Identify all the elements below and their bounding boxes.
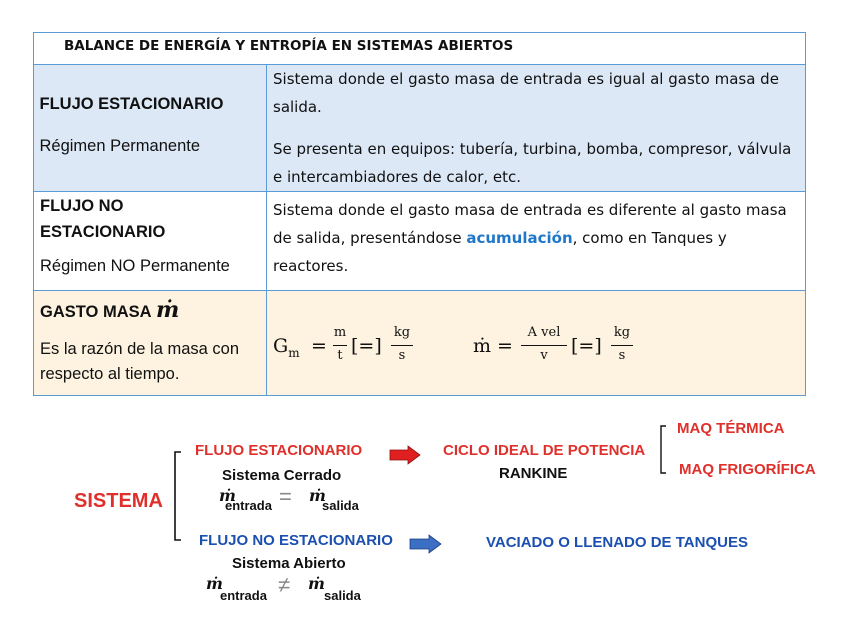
- out-subscript: salida: [324, 588, 361, 603]
- row1-desc1: Sistema donde el gasto masa de entrada es igual al gasto masa de salida.: [273, 70, 779, 116]
- branch2-type: Sistema Abierto: [232, 555, 346, 572]
- branch1-type: Sistema Cerrado: [222, 467, 342, 484]
- branch1-target: CICLO IDEAL DE POTENCIA: [443, 442, 646, 459]
- row2-desc-text: Sistema donde el gasto masa de entrada es diferente al gasto masa de salida, presentándose: [273, 201, 787, 247]
- row2-sub: Régimen NO Permanente: [40, 257, 230, 275]
- formula-mdot-den: v: [540, 348, 548, 363]
- in-subscript: entrada: [225, 498, 272, 513]
- row3-heading: GASTO MASA: [40, 303, 152, 321]
- branch2-target: VACIADO O LLENADO DE TANQUES: [486, 534, 748, 551]
- formula-gm-num: m: [333, 325, 347, 340]
- formula-mdot-units-sep: [=]: [571, 335, 602, 357]
- formula-gm-sub: m: [288, 345, 300, 360]
- sistema-label: SISTEMA: [74, 490, 163, 512]
- in-subscript: entrada: [220, 588, 267, 603]
- formula-mdot-num: A vel: [527, 325, 561, 340]
- out-subscript: salida: [322, 498, 359, 513]
- mdot-symbol: ṁ: [156, 297, 180, 323]
- row2-desc-text-end: , como en Tanques y reactores.: [273, 229, 727, 275]
- not-equal-sign: ≠: [278, 572, 291, 597]
- maq-bracket: [661, 426, 666, 473]
- mdot-in: ṁ: [206, 574, 223, 593]
- formula-gm-lhs: G: [273, 335, 289, 357]
- formula-gm-den: t: [337, 348, 343, 363]
- right-arrow-icon: [390, 446, 420, 464]
- formula-gm-unit-num: kg: [393, 325, 411, 340]
- formula-gm-units-sep: [=]: [351, 335, 382, 357]
- formula-gm-eq: =: [311, 335, 327, 357]
- branch1-relation: [219, 486, 379, 518]
- row1-desc2: Se presenta en equipos: tubería, turbina, bomba, compresor, válvula e intercambiadores de calor, etc.: [273, 140, 792, 186]
- option-maq-termica: MAQ TÉRMICA: [677, 420, 785, 437]
- mdot-out: ṁ: [308, 574, 325, 593]
- row1-sub: Régimen Permanente: [39, 136, 201, 155]
- right-arrow-icon: [410, 535, 441, 553]
- option-maq-frigorifica: MAQ FRIGORÍFICA: [679, 461, 816, 478]
- branch2-relation: [206, 574, 366, 608]
- equal-sign: =: [279, 484, 292, 509]
- formula-mdot-unit-den: s: [618, 348, 626, 363]
- formula-mdot-eq: =: [497, 335, 513, 357]
- formula-mdot-unit-num: kg: [613, 325, 631, 340]
- accent-word: acumulación: [466, 229, 573, 247]
- mdot-in: ṁ: [219, 486, 236, 505]
- row2-heading: FLUJO NO ESTACIONARIO: [40, 197, 166, 241]
- branch1-label: FLUJO ESTACIONARIO: [195, 442, 363, 459]
- formula-gm-unit-den: s: [398, 348, 406, 363]
- branch1-target-sub: RANKINE: [499, 465, 568, 482]
- row1-heading: FLUJO ESTACIONARIO: [39, 94, 224, 113]
- table-title: BALANCE DE ENERGÍA Y ENTROPÍA EN SISTEMAS ABIERTOS: [34, 33, 806, 65]
- branch2-label: FLUJO NO ESTACIONARIO: [199, 532, 393, 549]
- sistema-bracket: [175, 452, 181, 540]
- row3-sub: Es la razón de la masa con respecto al tiempo.: [40, 340, 240, 383]
- mdot-out: ṁ: [309, 486, 326, 505]
- formula-mdot-lhs: ṁ: [473, 335, 492, 357]
